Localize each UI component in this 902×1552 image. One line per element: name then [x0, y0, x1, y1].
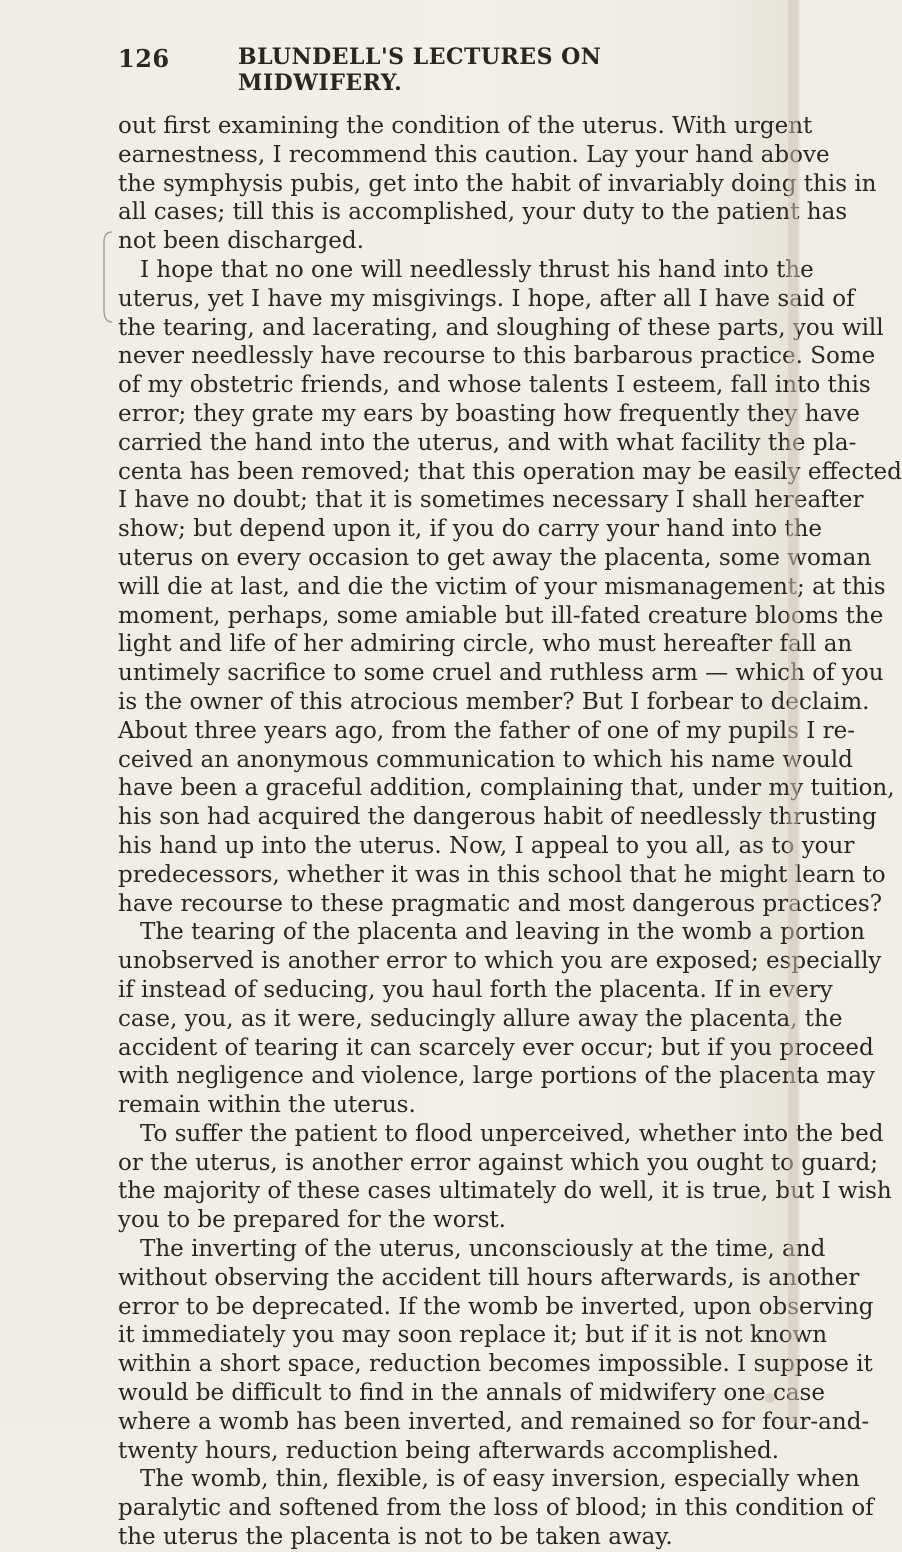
text-line: I have no doubt; that it is sometimes necessary I shall hereafter: [118, 487, 864, 514]
text-line: the tearing, and lacerating, and sloughing of these parts, you will: [118, 314, 884, 341]
text-line: never needlessly have recourse to this barbarous practice. Some: [118, 343, 876, 370]
text-line: untimely sacrifice to some cruel and ruthless arm — which of you: [118, 660, 884, 687]
text-line: earnestness, I recommend this caution. Lay your hand above: [118, 141, 830, 168]
text-line: or the uterus, is another error against which you ought to guard;: [118, 1149, 878, 1176]
text-line: error; they grate my ears by boasting how frequently they have: [118, 400, 860, 427]
text-line: within a short space, reduction becomes impossible. I suppose it: [118, 1351, 873, 1378]
text-line: moment, perhaps, some amiable but ill-fated creature blooms the: [118, 602, 884, 629]
text-line: remain within the uterus.: [118, 1092, 416, 1119]
text-line: is the owner of this atrocious member? But I forbear to declaim.: [118, 688, 870, 715]
running-head: BLUNDELL'S LECTURES ON MIDWIFERY.: [238, 44, 602, 96]
text-line: have recourse to these pragmatic and most dangerous practices?: [118, 890, 883, 917]
text-line: centa has been removed; that this operation may be easily effected: [118, 458, 902, 485]
text-line: out first examining the condition of the uterus. With urgent: [118, 113, 813, 139]
text-line: paralytic and softened from the loss of blood; in this condition of: [118, 1495, 874, 1522]
text-line: To suffer the patient to flood unperceived, whether into the bed: [140, 1120, 884, 1147]
text-line: you to be prepared for the worst.: [118, 1207, 506, 1234]
text-line: accident of tearing it can scarcely ever occur; but if you proceed: [118, 1034, 874, 1061]
text-line: his son had acquired the dangerous habit of needlessly thrusting: [118, 804, 877, 831]
text-line: would be difficult to find in the annals of midwifery one case: [118, 1380, 825, 1407]
text-line: without observing the accident till hours afterwards, is another: [118, 1264, 860, 1291]
text-line: uterus, yet I have my misgivings. I hope, after all I have said of: [118, 285, 855, 312]
text-line: error to be deprecated. If the womb be inverted, upon observing: [118, 1293, 874, 1320]
text-line: About three years ago, from the father of one of my pupils I re-: [118, 717, 856, 744]
text-line: the symphysis pubis, get into the habit of invariably doing this in: [118, 170, 877, 197]
text-line: of my obstetric friends, and whose talents I esteem, fall into this: [118, 372, 871, 399]
text-line: the majority of these cases ultimately do well, it is true, but I wish: [118, 1178, 892, 1205]
text-line: if instead of seducing, you haul forth the placenta. If in every: [118, 976, 833, 1003]
text-line: carried the hand into the uterus, and with what facility the pla-: [118, 429, 857, 456]
text-line: case, you, as it were, seducingly allure away the placenta, the: [118, 1005, 843, 1032]
text-line: ceived an anonymous communication to which his name would: [118, 746, 853, 773]
text-line: predecessors, whether it was in this school that he might learn to: [118, 861, 886, 888]
pencil-margin-bracket: [104, 232, 112, 322]
text-line: the uterus the placenta is not to be taken away.: [118, 1524, 673, 1551]
text-line: his hand up into the uterus. Now, I appeal to you all, as to your: [118, 832, 855, 859]
text-line: show; but depend upon it, if you do carry your hand into the: [118, 516, 823, 543]
text-line: where a womb has been inverted, and remained so for four-and-: [118, 1408, 870, 1435]
text-line: twenty hours, reduction being afterwards accomplished.: [118, 1437, 780, 1464]
page-header: [118, 40, 758, 96]
text-line: The womb, thin, flexible, is of easy inversion, especially when: [140, 1466, 860, 1493]
text-line: have been a graceful addition, complaining that, under my tuition,: [118, 775, 895, 802]
page-number: 126: [118, 44, 170, 73]
text-line: will die at last, and die the victim of your mismanagement; at this: [118, 573, 886, 600]
text-line: unobserved is another error to which you are exposed; especially: [118, 948, 882, 975]
text-line: all cases; till this is accomplished, your duty to the patient has: [118, 199, 848, 226]
text-line: light and life of her admiring circle, who must hereafter fall an: [118, 631, 853, 658]
text-line: I hope that no one will needlessly thrust his hand into the: [140, 256, 814, 283]
body-text: [118, 112, 902, 1552]
text-line: it immediately you may soon replace it; but if it is not known: [118, 1322, 828, 1349]
text-line: uterus on every occasion to get away the placenta, some woman: [118, 544, 872, 571]
text-line: The tearing of the placenta and leaving in the womb a portion: [140, 919, 865, 946]
text-line: not been discharged.: [118, 228, 364, 255]
text-line: with negligence and violence, large portions of the placenta may: [118, 1063, 876, 1090]
text-line: The inverting of the uterus, unconsciously at the time, and: [140, 1236, 826, 1263]
